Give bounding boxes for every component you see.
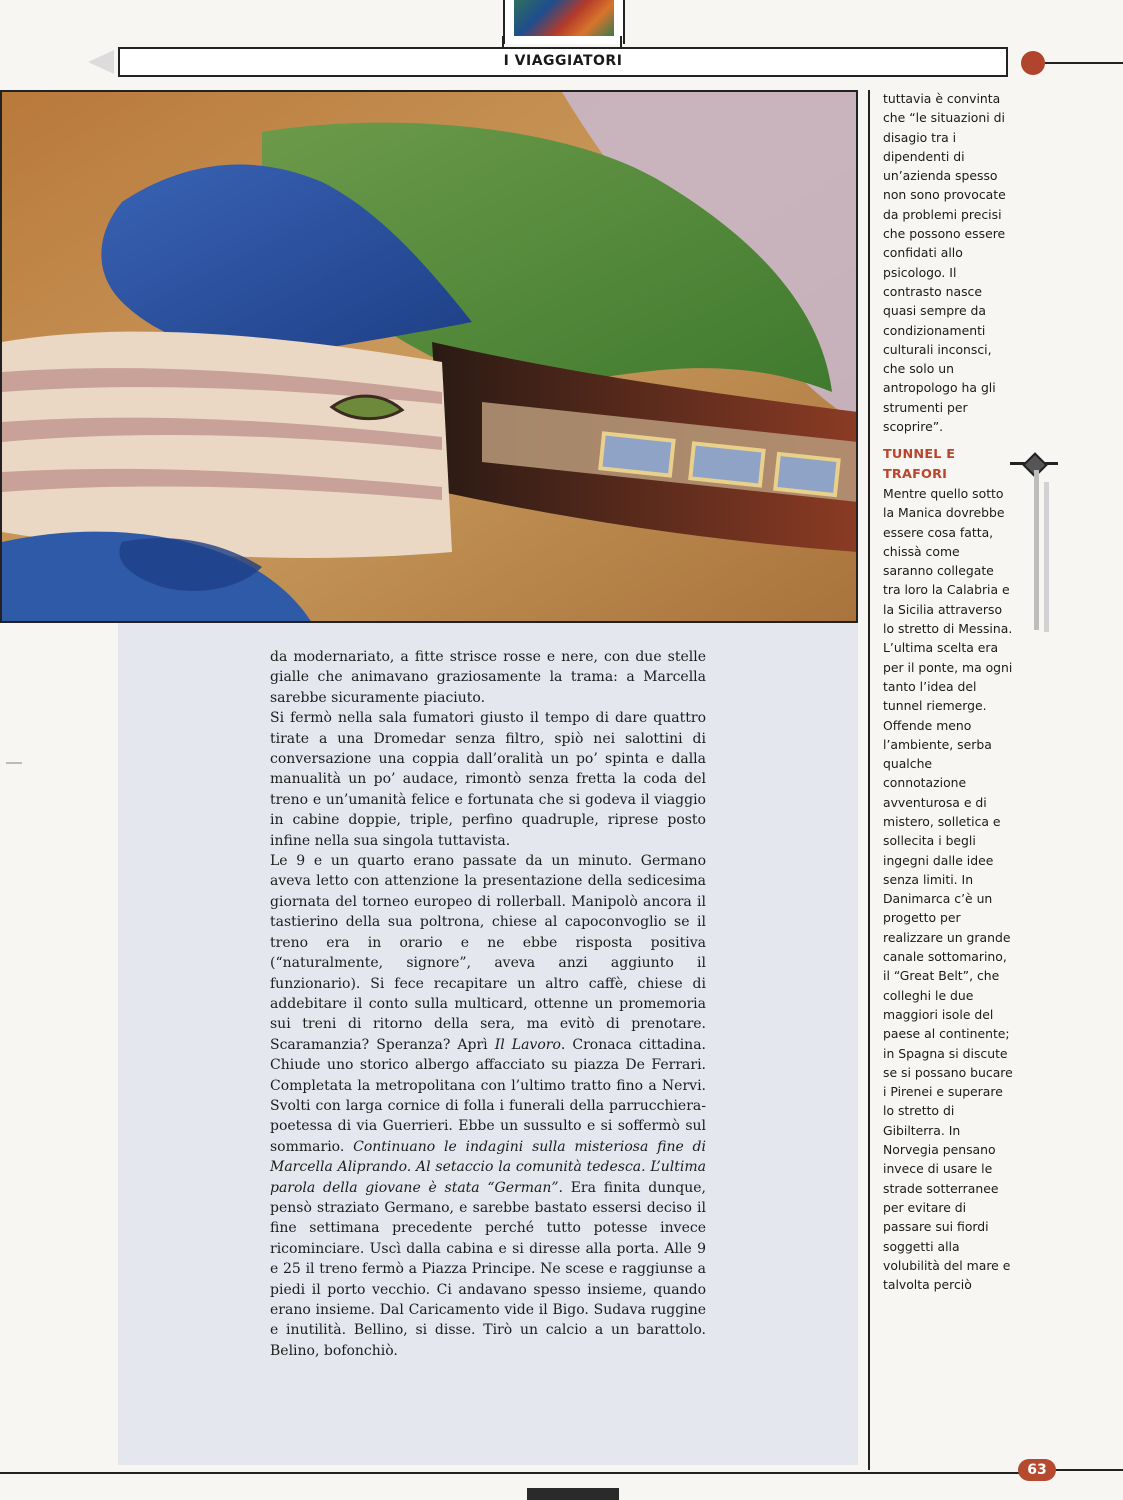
sidebar-heading: TUNNEL E TRAFORI xyxy=(883,447,956,482)
header-thumbnail xyxy=(503,0,625,44)
illustration xyxy=(0,90,858,623)
paragraph: Si fermò nella sala fumatori giusto il tempo di dare quattro tirate a una Dromedar senza filtro, spiò nei salottini di conversazione una coppia dall’oralità un po’ spinta e dalla manualità un po’ audace, rimontò senza fretta la coda del treno e un’umanità felice e fortunata che si godeva il viaggio in cabine doppie, triple, perfino quadruple, riprese posto infine nella sua singola tuttavista. xyxy=(270,710,706,849)
newspaper-title: Il Lavoro xyxy=(494,1036,561,1053)
text-run: . Era finita dunque, pensò straziato Germano, e sarebbe bastato essersi deciso il fine settimana precedente perché tutto potesse invece ricominciare. Uscì dalla cabina e si diresse alla porta. Alle 9 e 25 il treno fermò a Piazza Principe. Ne scese e raggiunse a piedi il porto vecchio. Ci andavano spesso insieme, quando erano insieme. Dal Caricamento vide il Bigo. Sudava ruggine e inutilità. Bellino, si disse. Tirò un calcio a un barattolo. Belino, bofonchiò. xyxy=(270,1179,706,1359)
page-number: 63 xyxy=(1018,1459,1056,1481)
headline-quote: Continuano le indagini sulla misteriosa fine di Marcella Aliprando. Al setaccio la comunità tedesca. L’ultima parola della giovane è stata “German” xyxy=(270,1138,706,1196)
marker-bar xyxy=(1034,470,1039,630)
margin-mark xyxy=(6,762,22,764)
sidebar-intro: tuttavia è convinta che “le situazioni di disagio tra i dipendenti di un’azienda spesso non sono provocate da problemi precisi che possono essere confidati allo psicologo. Il contrasto nasce quasi sempre da condizionamenti culturali inconsci, che solo un antropologo ha gli strumenti per scoprire”. xyxy=(883,91,1006,435)
footer-rule xyxy=(1056,1469,1123,1471)
face-shape xyxy=(2,332,452,558)
thumbnail-art xyxy=(514,0,614,36)
footer-rule xyxy=(0,1472,1020,1474)
train-window xyxy=(775,454,838,495)
footer-logo xyxy=(527,1488,619,1500)
text-run: . Cronaca cittadina. Chiude uno storico albergo affacciato su piazza De Ferrari. Completata la metropolitana con l’ultimo tratto fino a Nervi. Svolti con larga cornice di folla i funerali della parrucchiera-poetessa di via Guerrieri. Ebbe un sussulto e si soffermò sul sommario. xyxy=(270,1036,706,1155)
marker-bar xyxy=(1044,482,1049,632)
illustration-art xyxy=(2,92,858,623)
left-arrow-icon xyxy=(88,50,114,74)
section-title: I VIAGGIATORI xyxy=(503,53,623,69)
header-rule xyxy=(1045,62,1123,64)
header-dot-icon xyxy=(1021,51,1045,75)
text-run: Le 9 e un quarto erano passate da un minuto. Germano aveva letto con attenzione la presentazione della sedicesima giornata del torneo europeo di rollerball. Manipolò ancora il tastierino della sua poltrona, chiese al capoconvoglio se il treno era in orario e ne ebbe risposta positiva (“naturalmente, signore”, aveva anzi aggiunto il funzionario). Si fece recapitare un altro caffè, chiese di addebitare il conto sulla multicard, ottenne un promemoria sui treni di ritorno della sera, ma evitò di prenotare. Scaramanzia? Speranza? Aprì xyxy=(270,853,706,1053)
running-header xyxy=(118,47,1008,77)
train-window xyxy=(600,433,673,475)
paragraph: da modernariato, a fitte strisce rosse e nere, con due stelle gialle che animavano graziosamente la trama: a Marcella sarebbe sicuramente piaciuto. xyxy=(270,649,706,706)
paragraph xyxy=(270,851,706,1361)
main-article-text xyxy=(270,647,706,1361)
sidebar-column xyxy=(883,89,1013,1294)
train-window xyxy=(690,443,763,485)
sidebar-body: Mentre quello sotto la Manica dovrebbe essere cosa fatta, chissà come saranno collegate tra loro la Calabria e la Sicilia attraverso lo stretto di Messina. L’ultima scelta era per il ponte, ma ogni tanto l’idea del tunnel riemerge. Offende meno l’ambiente, serba qualche connotazione avventurosa e di mistero, solletica e sollecita i begli ingegni dalle idee senza limiti. In Danimarca c’è un progetto per realizzare un grande canale sottomarino, il “Great Belt”, che colleghi le due maggiori isole del paese al continente; in Spagna si discute se si possano bucare i Pirenei e superare lo stretto di Gibilterra. In Norvegia pensano invece di usare le strade sotterranee per evitare di passare sui fiordi soggetti alla volubilità del mare e talvolta perciò xyxy=(883,485,1013,1293)
